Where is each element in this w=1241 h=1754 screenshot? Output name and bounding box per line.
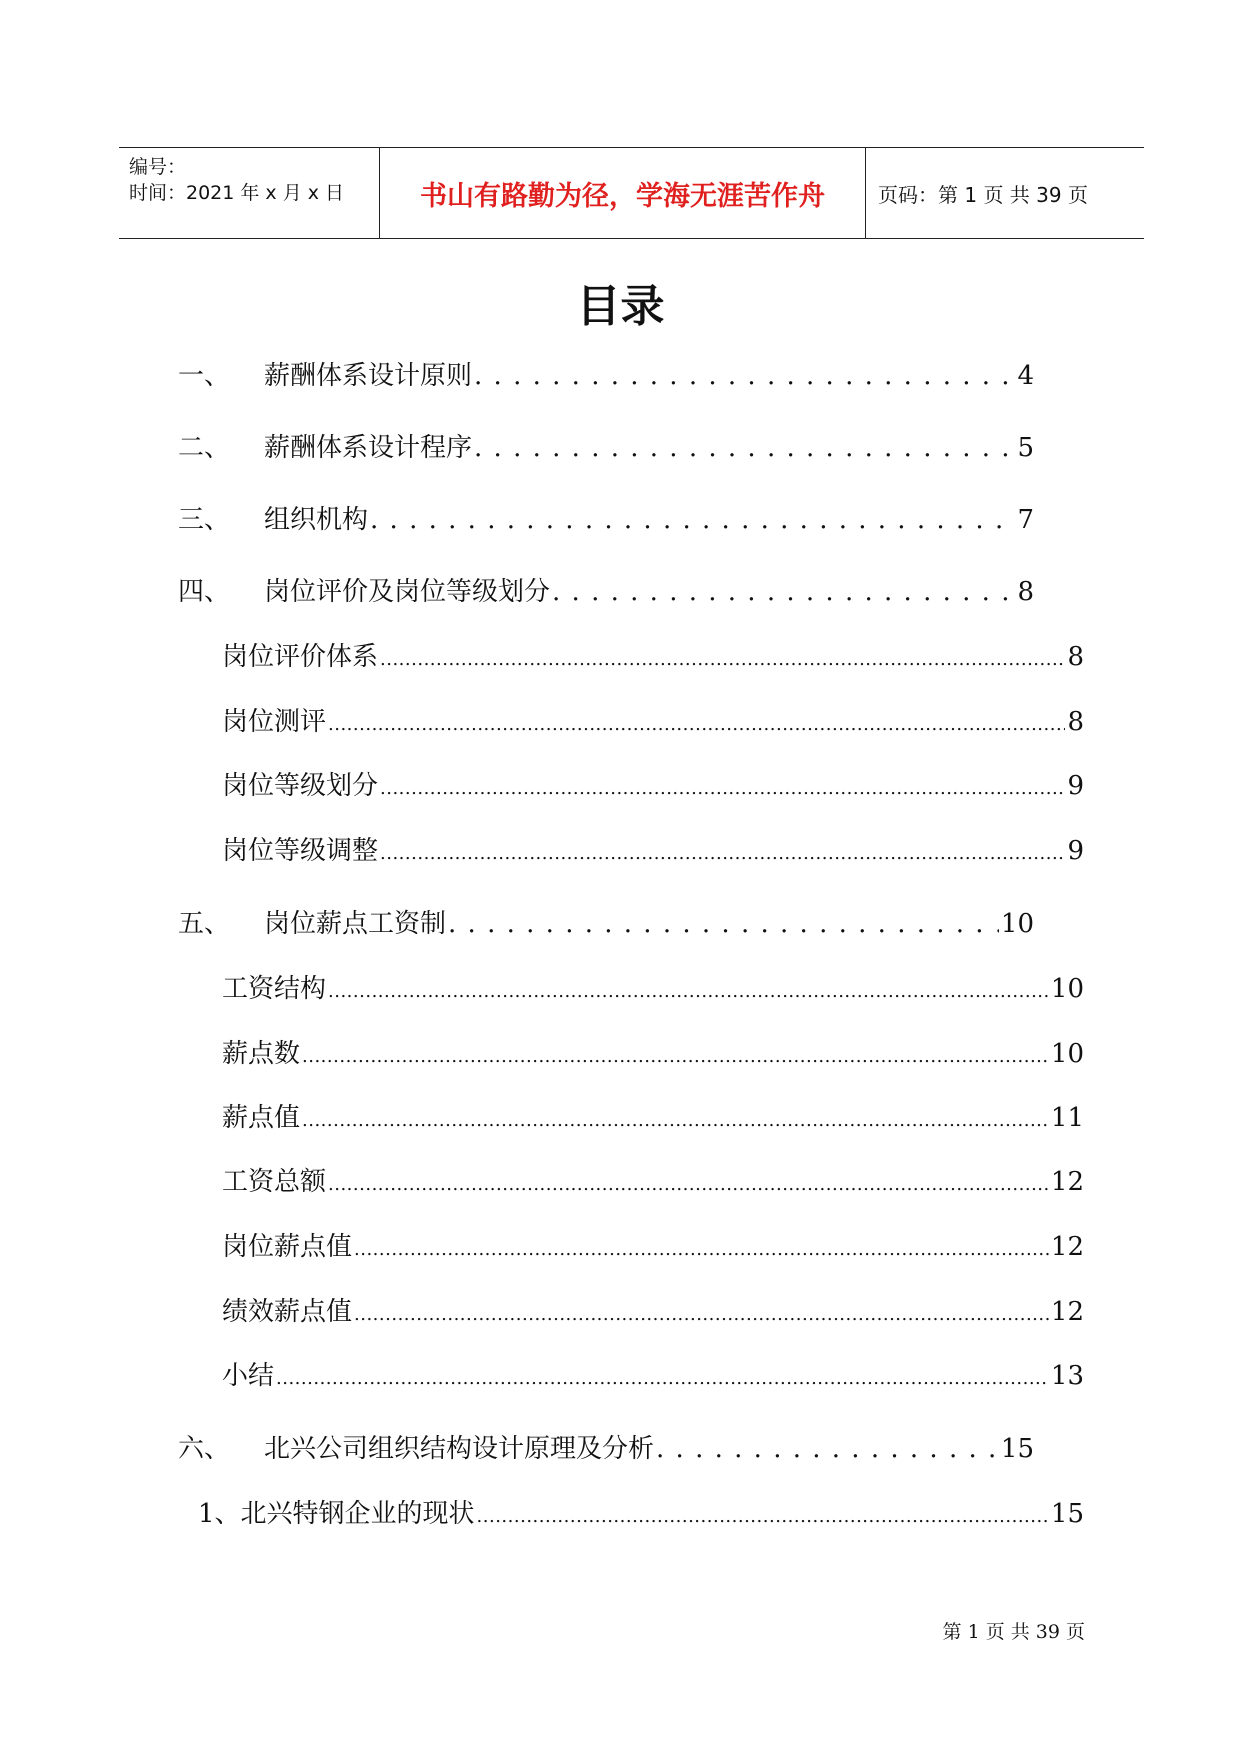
toc-entry[interactable] bbox=[178, 903, 1034, 940]
toc-leader bbox=[477, 1499, 1049, 1529]
toc-page: 12 bbox=[1050, 1167, 1084, 1197]
toc-entry[interactable] bbox=[178, 499, 1034, 536]
toc-label: 岗位评价体系 bbox=[222, 642, 379, 672]
toc-label: 岗位评价及岗位等级划分 bbox=[264, 577, 551, 607]
toc-leader bbox=[354, 1297, 1049, 1327]
toc-label: 绩效薪点值 bbox=[222, 1297, 353, 1327]
toc-entry[interactable] bbox=[222, 1226, 1084, 1263]
toc-entry[interactable] bbox=[222, 1291, 1084, 1328]
toc-page: 10 bbox=[1050, 974, 1084, 1004]
toc-entry[interactable] bbox=[222, 765, 1084, 802]
toc-label: 北兴公司组织结构设计原理及分析 bbox=[264, 1434, 655, 1464]
toc-label: 岗位薪点工资制 bbox=[264, 909, 447, 939]
toc-leader bbox=[380, 836, 1065, 866]
toc-page: 15 bbox=[1000, 1434, 1034, 1464]
toc-page: 9 bbox=[1067, 771, 1084, 801]
toc-entry[interactable] bbox=[178, 1428, 1034, 1465]
toc-label: 薪点值 bbox=[222, 1103, 301, 1133]
toc-leader bbox=[354, 1232, 1049, 1262]
toc-page: 11 bbox=[1050, 1103, 1084, 1133]
header-page-info: 页码：第 1 页 共 39 页 bbox=[878, 182, 1088, 207]
toc-leader bbox=[448, 909, 999, 939]
toc-leader bbox=[552, 577, 1015, 607]
toc-label: 岗位等级调整 bbox=[222, 836, 379, 866]
toc-label: 岗位测评 bbox=[222, 707, 327, 737]
toc-label: 1、北兴特钢企业的现状 bbox=[198, 1499, 475, 1529]
header-motto: 书山有路勤为径，学海无涯苦作舟 bbox=[380, 148, 866, 238]
toc-label: 岗位薪点值 bbox=[222, 1232, 353, 1262]
toc-entry[interactable] bbox=[222, 701, 1084, 738]
page-footer: 第 1 页 共 39 页 bbox=[942, 1621, 1085, 1643]
toc-label: 工资结构 bbox=[222, 974, 327, 1004]
toc-leader bbox=[474, 433, 1015, 463]
toc-entry[interactable] bbox=[222, 636, 1084, 673]
toc-page: 12 bbox=[1050, 1232, 1084, 1262]
toc-label: 岗位等级划分 bbox=[222, 771, 379, 801]
toc-leader bbox=[370, 505, 1015, 535]
toc-label: 薪酬体系设计原则 bbox=[264, 361, 473, 391]
toc-entry[interactable] bbox=[178, 571, 1034, 608]
toc-entry[interactable] bbox=[178, 427, 1034, 464]
toc-page: 9 bbox=[1067, 836, 1084, 866]
document-header bbox=[119, 147, 1144, 239]
toc-number: 五、 bbox=[178, 909, 231, 939]
toc-leader bbox=[474, 361, 1015, 391]
toc-page: 8 bbox=[1017, 577, 1034, 607]
toc-number: 一、 bbox=[178, 361, 231, 391]
toc-leader bbox=[328, 974, 1049, 1004]
toc-leader bbox=[328, 1167, 1049, 1197]
toc-leader bbox=[380, 771, 1065, 801]
toc-number: 三、 bbox=[178, 505, 231, 535]
toc-entry[interactable] bbox=[222, 968, 1084, 1005]
toc-page: 10 bbox=[1050, 1039, 1084, 1069]
page-title: 目录 bbox=[576, 281, 665, 332]
toc-page: 4 bbox=[1017, 361, 1034, 391]
toc-leader bbox=[302, 1103, 1049, 1133]
toc-entry[interactable] bbox=[222, 1097, 1084, 1134]
toc-label: 薪点数 bbox=[222, 1039, 301, 1069]
toc-entry[interactable] bbox=[222, 1355, 1084, 1392]
toc-page: 5 bbox=[1017, 433, 1034, 463]
toc-label: 组织机构 bbox=[264, 505, 369, 535]
toc-leader bbox=[302, 1039, 1049, 1069]
toc-entry[interactable] bbox=[222, 1033, 1084, 1070]
toc-number: 二、 bbox=[178, 433, 231, 463]
toc-page: 13 bbox=[1050, 1361, 1084, 1391]
toc-page: 15 bbox=[1050, 1499, 1084, 1529]
toc-leader bbox=[656, 1434, 999, 1464]
number-label: 编号： bbox=[129, 156, 187, 178]
toc-entry[interactable] bbox=[198, 1493, 1084, 1530]
toc-label: 小结 bbox=[222, 1361, 275, 1391]
toc-page: 7 bbox=[1017, 505, 1034, 535]
toc-page: 12 bbox=[1050, 1297, 1084, 1327]
toc-label: 薪酬体系设计程序 bbox=[264, 433, 473, 463]
toc-leader bbox=[380, 642, 1065, 672]
toc-label: 工资总额 bbox=[222, 1167, 327, 1197]
header-meta bbox=[119, 148, 380, 238]
toc-page: 10 bbox=[1000, 909, 1034, 939]
toc-leader bbox=[276, 1361, 1049, 1391]
toc-entry[interactable] bbox=[222, 1161, 1084, 1198]
toc-page: 8 bbox=[1067, 707, 1084, 737]
toc-entry[interactable] bbox=[178, 355, 1034, 392]
toc-page: 8 bbox=[1067, 642, 1084, 672]
toc-entry[interactable] bbox=[222, 830, 1084, 867]
time-label: 时间：2021 年 x 月 x 日 bbox=[129, 182, 345, 204]
toc-leader bbox=[328, 707, 1065, 737]
toc-number: 四、 bbox=[178, 577, 231, 607]
toc-number: 六、 bbox=[178, 1434, 231, 1464]
